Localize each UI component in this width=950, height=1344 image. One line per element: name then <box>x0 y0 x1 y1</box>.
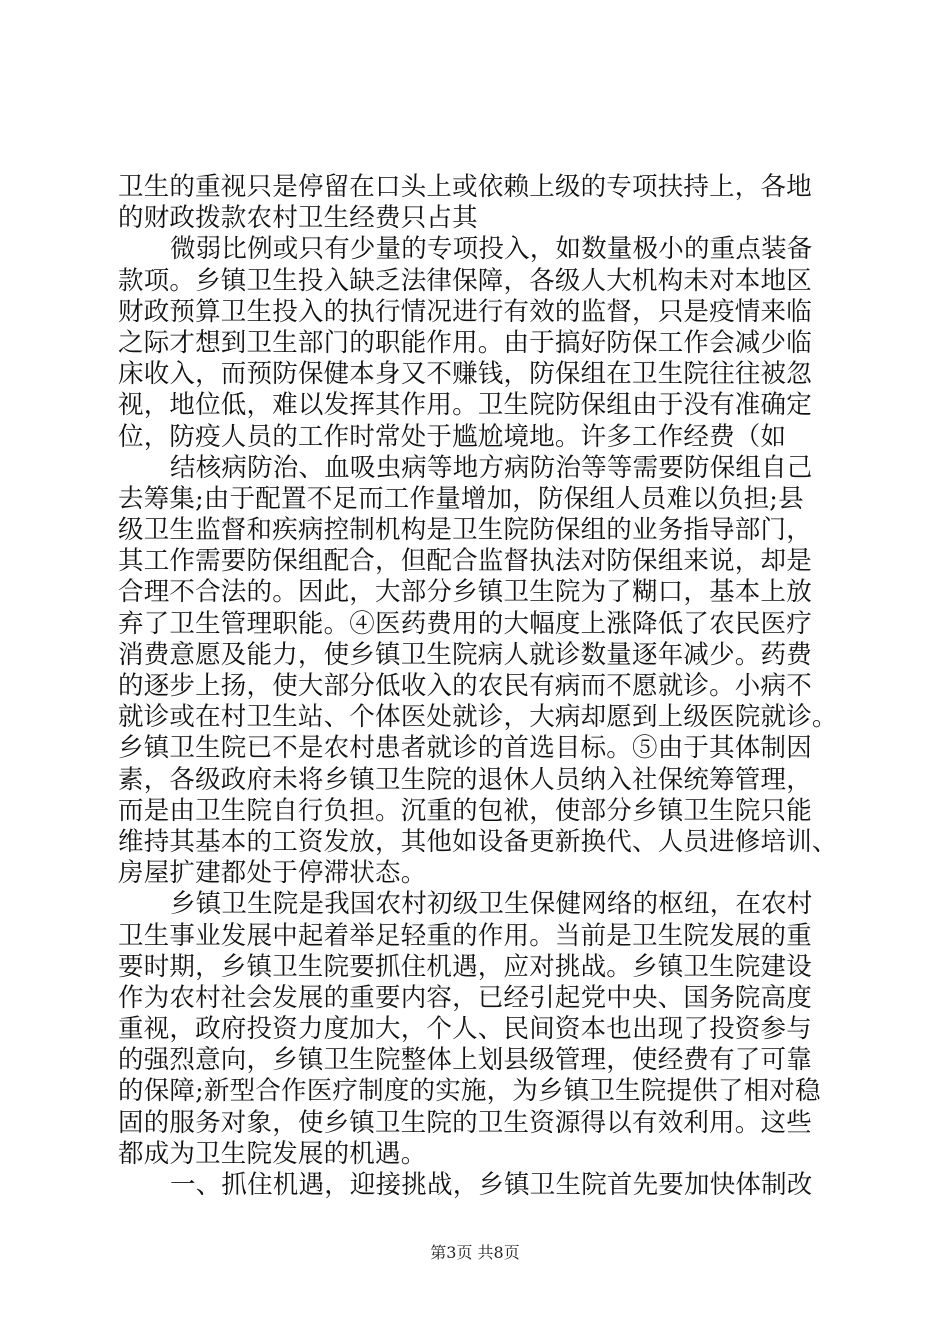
text-line: 乡镇卫生院是我国农村初级卫生保健网络的枢纽，在农村 <box>170 889 813 920</box>
text-line: 要时期，乡镇卫生院要抓住机遇，应对挑战。乡镇卫生院建设 <box>118 951 812 982</box>
text-line: 的保障;新型合作医疗制度的实施，为乡镇卫生院提供了相对稳 <box>118 1076 821 1107</box>
text-line: 视，地位低，难以发挥其作用。卫生院防保组由于没有准确定 <box>118 390 812 421</box>
text-line: 重视，政府投资力度加大，个人、民间资本也出现了投资参与 <box>118 1014 812 1045</box>
text-line: 维持其基本的工资发放，其他如设备更新换代、人员进修培训、 <box>118 826 838 857</box>
text-line: 的逐步上扬，使大部分低收入的农民有病而不愿就诊。小病不 <box>118 671 812 701</box>
text-line: 乡镇卫生院已不是农村患者就诊的首选目标。⑤由于其体制因 <box>118 733 812 764</box>
text-line: 微弱比例或只有少量的专项投入，如数量极小的重点装备 <box>170 234 813 265</box>
text-line: 款项。乡镇卫生投入缺乏法律保障，各级人大机构未对本地区 <box>118 265 812 296</box>
text-line: 一、抓住机遇，迎接挑战，乡镇卫生院首先要加快体制改 <box>170 1170 813 1200</box>
text-line: 其工作需要防保组配合，但配合监督执法对防保组来说，却是 <box>118 546 812 577</box>
text-line: 财政预算卫生投入的执行情况进行有效的监督，只是疫情来临 <box>118 296 812 327</box>
text-line: 结核病防治、血吸虫病等地方病防治等等需要防保组自己 <box>170 452 813 483</box>
text-line: 消费意愿及能力，使乡镇卫生院病人就诊数量逐年减少。药费 <box>118 639 812 670</box>
text-line: 之际才想到卫生部门的职能作用。由于搞好防保工作会减少临 <box>118 327 812 358</box>
text-line: 去筹集;由于配置不足而工作量增加，防保组人员难以负担;县 <box>118 483 804 514</box>
text-line: 房屋扩建都处于停滞状态。 <box>118 858 427 889</box>
text-line: 素，各级政府未将乡镇卫生院的退休人员纳入社保统筹管理， <box>118 764 812 795</box>
text-line: 卫生的重视只是停留在口头上或依赖上级的专项扶持上，各地 <box>118 172 812 202</box>
text-line: 作为农村社会发展的重要内容，已经引起党中央、国务院高度 <box>118 982 812 1013</box>
text-line: 位，防疫人员的工作时常处于尴尬境地。许多工作经费（如 <box>118 421 787 452</box>
text-line: 合理不合法的。因此，大部分乡镇卫生院为了糊口，基本上放 <box>118 577 812 608</box>
text-line: 固的服务对象，使乡镇卫生院的卫生资源得以有效利用。这些 <box>118 1107 812 1138</box>
text-line: 弃了卫生管理职能。④医药费用的大幅度上涨降低了农民医疗 <box>118 608 812 639</box>
text-line: 的财政拨款农村卫生经费只占其 <box>118 203 478 234</box>
text-line: 级卫生监督和疾病控制机构是卫生院防保组的业务指导部门， <box>118 515 812 546</box>
text-line: 都成为卫生院发展的机遇。 <box>118 1138 427 1169</box>
text-line: 床收入，而预防保健本身又不赚钱，防保组在卫生院往往被忽 <box>118 359 812 390</box>
document-body <box>118 172 838 1201</box>
page-footer: 第3页 共8页 <box>430 1243 520 1262</box>
text-line: 卫生事业发展中起着举足轻重的作用。当前是卫生院发展的重 <box>118 920 812 951</box>
text-line: 而是由卫生院自行负担。沉重的包袱，使部分乡镇卫生院只能 <box>118 795 812 826</box>
text-line: 就诊或在村卫生站、个体医处就诊，大病却愿到上级医院就诊。 <box>118 702 838 733</box>
text-line: 的强烈意向，乡镇卫生院整体上划县级管理，使经费有了可靠 <box>118 1045 812 1076</box>
